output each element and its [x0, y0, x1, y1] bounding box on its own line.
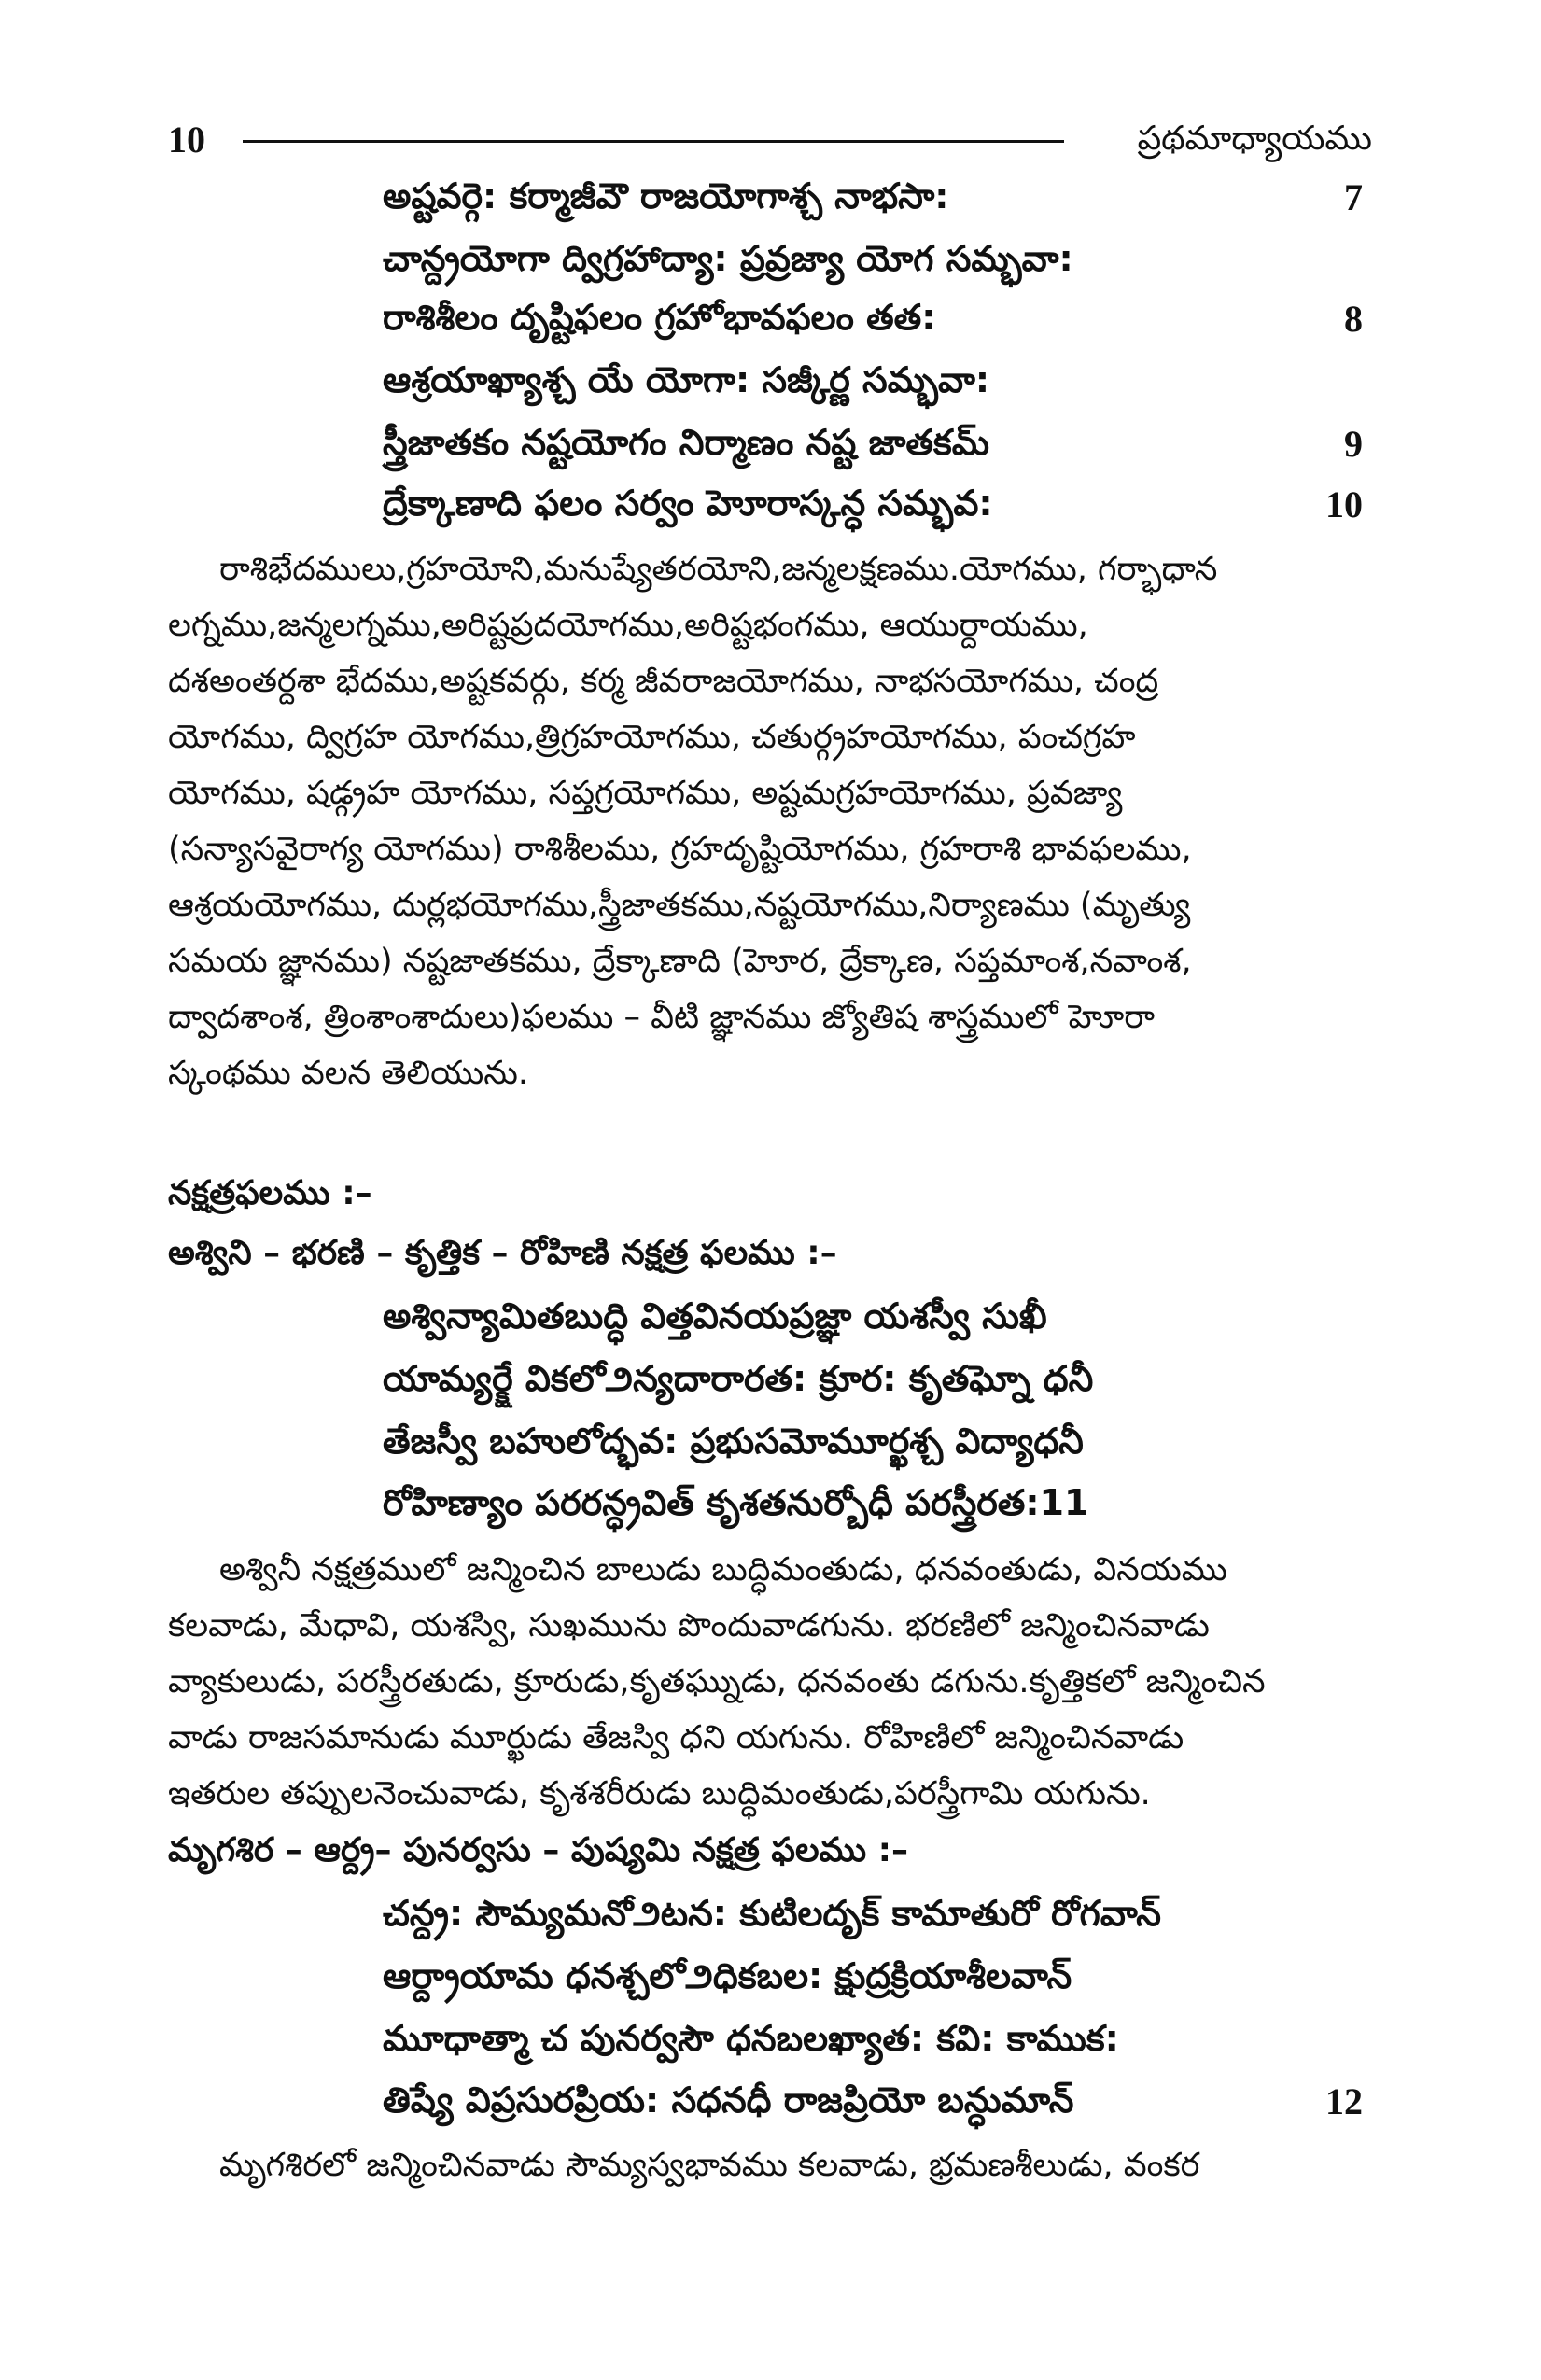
verse-text: అష్టవర్గె: కర్మాజీవౌ రాజయోగాశ్చ నాభసా: [383, 175, 949, 217]
chapter-title: ప్రథమాధ్యాయము [1137, 119, 1372, 158]
verse-line: యామ్యర్క్షే వికలో౨న్యదారారత: క్రూర: కృతఘ్నో ధనీ [383, 1358, 1094, 1399]
text-line: లగ్నము,జన్మలగ్నము,అరిష్టప్రదయోగము,అరిష్టభంగము, ఆయుర్దాయము, [168, 607, 1088, 644]
verse-number: 9 [1344, 423, 1363, 465]
verse-line: రోహిణ్యాం పరరన్ధ్రవిత్ కృశతనుర్బోధీ పరస్త్రీరత:11 [383, 1482, 1089, 1523]
verse-line: తేజస్వీ బహులోద్భవ: ప్రభుసమోమూర్ఖశ్చ విద్యాధనీ [383, 1421, 1084, 1462]
verse-text: ఆర్ద్రాయామ ధనశ్చలో౨ధికబల: క్షుద్రక్రియాశీలవాన్ [383, 1955, 1072, 1996]
text-line: వ్యాకులుడు, పరస్త్రీరతుడు, క్రూరుడు,కృతఘ్నుడు, ధనవంతు డగును.కృత్తికలో జన్మించిన [168, 1663, 1266, 1701]
text-line: స్కంథము వలన తెలియును. [168, 1055, 529, 1092]
verse-text: ఆశ్రయాఖ్యాశ్చ యే యోగా: సజ్కీర్ణ సమ్భవా: [383, 359, 990, 400]
verse-line [383, 297, 1372, 347]
text-line: కలవాడు, మేధావి, యశస్వి, సుఖమును పొందువాడగును. భరణిలో జన్మించినవాడు [168, 1607, 1210, 1645]
text-line: ద్వాదశాంశ, త్రింశాంశాదులు)ఫలము – వీటి జ్ఞానము జ్యోతిష శాస్త్రములో హెూరా [168, 999, 1156, 1036]
section-heading: అశ్విని – భరణి – కృత్తిక – రోహిణి నక్షత్ర ఫలము :– [168, 1234, 837, 1272]
verse-text: చాన్ద్రయోగా ద్విగ్రహాద్యా: ప్రవ్రజ్యా యోగ సమ్భవా: [383, 238, 1073, 279]
verse-text: ద్రేక్కాణాది ఫలం సర్వం హెూరాస్కన్ధ సమ్భవ: [383, 483, 993, 524]
paragraph-contents [168, 541, 1381, 1101]
verse-line [383, 1955, 1372, 2006]
section-heading: నక్షత్రఫలము :– [168, 1174, 372, 1212]
paragraph-mrigashira-meaning [168, 2137, 1381, 2193]
verse-line [383, 422, 1372, 472]
verse-line [383, 238, 1372, 288]
header-rule [243, 140, 1064, 143]
verse-line [383, 2018, 1372, 2068]
verse-text: చన్ద్ర: సౌమ్యమనో౨టన: కుటిలదృక్ కామాతురో రోగవాన్ [383, 1893, 1161, 1934]
verse-line [383, 359, 1372, 410]
section-heading: మృగశిర – ఆర్ద్ర– పునర్వసు – పుష్యమి నక్షత్ర ఫలము :– [168, 1831, 908, 1869]
verse-line [383, 2079, 1372, 2130]
page-header [168, 112, 1372, 168]
text-line: రాశిభేదములు,గ్రహయోని,మనుష్యేతరయోని,జన్మలక్షణము.యోగము, గర్భాధాన [219, 551, 1218, 588]
text-line: యోగము, ద్విగ్రహ యోగము,త్రిగ్రహయోగము, చతుర్గ్రహయోగము, పంచగ్రహ [168, 719, 1136, 756]
verse-text: మూధాత్మా చ పునర్వసౌ ధనబలఖ్యాత: కవి: కాముక: [383, 2018, 1119, 2059]
text-line: మృగశిరలో జన్మించినవాడు సౌమ్యస్వభావము కలవాడు, భ్రమణశీలుడు, వంకర [219, 2147, 1200, 2184]
verse-line [383, 483, 1372, 533]
page-number: 10 [168, 119, 205, 161]
paragraph-nakshatra-meaning [168, 1542, 1381, 1822]
text-line: ఆశ్రయయోగము, దుర్లభయోగము,స్త్రీజాతకము,నష్టయోగము,నిర్యాణము (మృత్యు [168, 887, 1191, 924]
verse-line: అశ్విన్యామితబుద్ధి విత్తవినయప్రజ్ఞా యశస్వీ సుఖీ [383, 1295, 1047, 1337]
verse-text: రాశిశీలం దృష్టిఫలం గ్రహోభావఫలం తత: [383, 297, 936, 338]
verse-text: స్త్రీజాతకం నష్టయోగం నిర్మాణం నష్ట జాతకమ్ [383, 422, 989, 463]
text-line: సమయ జ్ఞానము) నష్టజాతకము, ద్రేక్కాణాది (హెూర, ద్రేక్కాణ, సప్తమాంశ,నవాంశ, [168, 943, 1192, 980]
verse-line [383, 175, 1372, 226]
verse-number: 10 [1325, 483, 1363, 525]
text-line: అశ్వినీ నక్షత్రములో జన్మించిన బాలుడు బుద్ధిమంతుడు, ధనవంతుడు, వినయము [219, 1551, 1227, 1589]
verse-number: 8 [1344, 298, 1363, 340]
text-line: (సన్యాసవైరాగ్య యోగము) రాశిశీలము, గ్రహదృష్టియోగము, గ్రహరాశి భావఫలము, [168, 831, 1192, 868]
verse-line [383, 1893, 1372, 1943]
text-line: వాడు రాజసమానుడు మూర్ఖుడు తేజస్వి ధని యగును. రోహిణిలో జన్మించినవాడు [168, 1719, 1184, 1757]
verse-number: 7 [1344, 176, 1363, 218]
text-line: ఇతరుల తప్పులనెంచువాడు, కృశశరీరుడు బుద్ధిమంతుడు,పరస్త్రీగామి యగును. [168, 1775, 1151, 1813]
verse-number: 12 [1325, 2080, 1363, 2122]
verse-text: తిష్యే విప్రసురప్రియ: సధనధీ రాజప్రియో బన్ధుమాన్ [383, 2079, 1074, 2121]
text-line: దశఅంతర్దశా భేదము,అష్టకవర్గు, కర్మ జీవరాజయోగము, నాభసయోగము, చంద్ర [168, 663, 1159, 700]
text-line: యోగము, షడ్గ్రహ యోగము, సప్తగ్రయోగము, అష్టమగ్రహయోగము, ప్రవజ్యా [168, 775, 1123, 812]
